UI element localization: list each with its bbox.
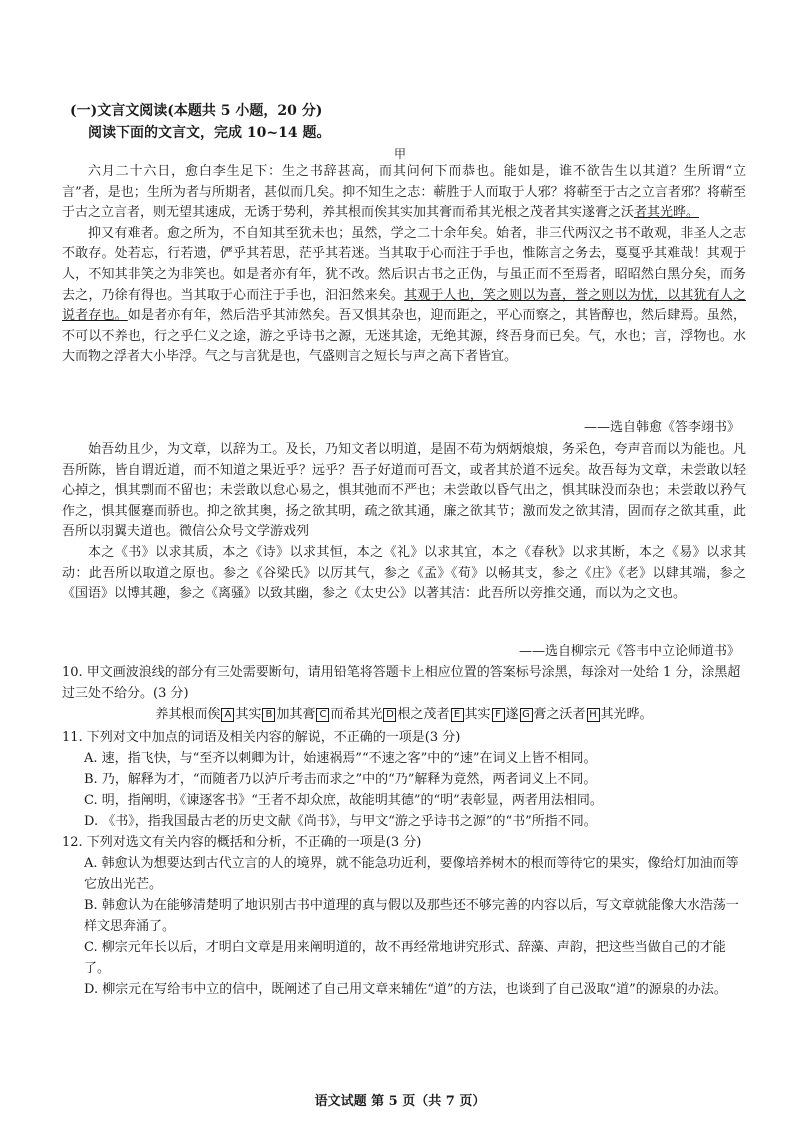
passage-b xyxy=(62,440,746,605)
question-10 xyxy=(62,662,746,725)
question-11-option-a[interactable]: A. 速，指飞快，与“至齐以刺卿为计，始速祸焉”“不速之客”中的“速”在词义上皆不相同。 xyxy=(84,751,597,766)
sentence-part: 其光晔。 xyxy=(600,707,653,722)
passage-a-paragraph-1 xyxy=(62,162,746,224)
question-11-stem: 11. 下列对文中加点的词语及相关内容的解说，不正确的一项是(3 分) xyxy=(62,730,461,745)
break-box-c[interactable]: C xyxy=(316,708,329,722)
sentence-part: 其实 xyxy=(235,707,262,722)
underlined-sentence: 其观于人也，笑之则以为喜，誉之则以为忧，以其犹有人之说者存也。 xyxy=(62,287,746,324)
question-10-answer-line xyxy=(62,704,746,725)
page-footer: 语文试题 第 5 页（共 7 页） xyxy=(314,1094,486,1109)
passage-b-text: 始吾幼且少，为文章，以辞为工。及长，乃知文者以明道，是固不苟为炳炳烺烺，务采色，夸声音而以为能也。凡吾所陈，皆自谓近道，而不知道之果近乎？远乎？吾子好道而可吾文，或者其於道不远矣。故吾每为文章，未尝敢以轻心掉之，惧其剽而不留也；未尝敢以怠心易之，惧其弛而不严也；未尝敢以昏气出之，惧其昧没而杂也；未尝敢以矜气作之，惧其偃蹇而骄也。抑之欲其奥，扬之欲其明，疏之欲其通，廉之欲其节；激而发之欲其清，固而存之欲其重，此吾所以羽翼夫道也。 xyxy=(62,442,746,540)
passage-a xyxy=(62,162,746,368)
question-12-option-a[interactable]: A. 韩愈认为想要达到古代立言的人的境界，就不能急功近利，要像培养树木的根而等待它的果实，像给灯加油而等它放出光芒。 xyxy=(84,856,739,892)
section-title: (一)文言文阅读(本题共 5 小题，20 分) xyxy=(70,103,323,119)
passage-a-text: 如是者亦有年，然后浩乎其沛然矣。吾又惧其杂也，迎而距之，平心而察之，其皆醇也，然后肆焉。虽然，不可以不养也，行之乎仁义之途，游之乎诗书之源，无迷其途，无绝其源，终吾身而已矣。气，水也；言，浮物也。水大而物之浮者大小毕浮。气之与言犹是也，气盛则言之短长与声之高下者皆宜。 xyxy=(62,308,746,365)
passage-a-text: 抑又有难者。愈之所为，不自知其至犹未也；虽然，学之二十余年矣。始者，非三代两汉之书不敢观，非圣人之志不敢存。处若忘，行若遗，俨乎其若思，茫乎其若迷。当其取于心而注于手也，惟陈言之务去，戛戛乎其难哉！其观于人，不知其非笑之为非笑也。如是者亦有年，犹不改。然后识古书之正伪，与虽正而不至焉者，昭昭然白黑分矣，而务去之，乃徐有得也。当其取于心而注于手也，汩汩然来矣。 xyxy=(62,225,746,303)
question-12-option-b[interactable]: B. 韩愈认为在能够清楚明了地识别古书中道理的真与假以及那些还不够完善的内容以后，写文章就能像大水浩荡一样文思奔涌了。 xyxy=(84,898,739,934)
break-box-a[interactable]: A xyxy=(221,708,234,722)
sentence-part: 其实 xyxy=(464,707,491,722)
passage-b-source: ——选自柳宗元《答韦中立论师道书》 xyxy=(518,644,740,659)
break-box-b[interactable]: B xyxy=(262,708,275,722)
sentence-part: 而希其光 xyxy=(330,707,383,722)
passage-b-paragraph-1 xyxy=(62,440,746,543)
question-11 xyxy=(62,727,746,832)
sentence-part: 根之茂者 xyxy=(397,707,450,722)
section-instruction: 阅读下面的文言文，完成 10~14 题。 xyxy=(88,125,331,141)
question-12-option-c[interactable]: C. 柳宗元年长以后，才明白文章是用来阐明道的，故不再经常地讲究形式、辞藻、声韵，把这些当做自己的才能了。 xyxy=(84,940,726,976)
sentence-part: 遂 xyxy=(505,707,519,722)
question-11-option-d[interactable]: D. 《书》，指我国最古老的历史文献《尚书》，与甲文“游之乎诗书之源”的“书”所指不同。 xyxy=(84,814,597,829)
passage-a-source: ——选自韩愈《答李翊书》 xyxy=(583,420,740,435)
break-box-h[interactable]: H xyxy=(587,708,600,722)
question-12 xyxy=(62,832,746,1000)
question-12-option-d[interactable]: D. 柳宗元在写给韦中立的信中，既阐述了自己用文章来辅佐“道”的方法，也谈到了自己汲取“道”的源泉的办法。 xyxy=(84,982,727,997)
passage-b-text: 本之《书》以求其质，本之《诗》以求其恒，本之《礼》以求其宜，本之《春秋》以求其断，本之《易》以求其动：此吾所以取道之原也。参之《谷梁氏》以厉其气，参之《孟》《荀》以畅其支，参之《庄》《老》以肆其端，参之《国语》以博其趣，参之《离骚》以致其幽，参之《太史公》以著其洁：此吾所以旁推交通，而以为之文也。 xyxy=(62,544,746,602)
question-11-option-b[interactable]: B. 乃，解释为才，“而随者乃以泸斤考击而求之”中的“乃”解释为竟然，两者词义上不同。 xyxy=(84,772,597,787)
question-12-stem: 12. 下列对选文有关内容的概括和分析，不正确的一项是(3 分) xyxy=(62,835,422,850)
passage-a-label: 甲 xyxy=(393,147,406,161)
break-box-e[interactable]: E xyxy=(451,708,464,722)
break-box-g[interactable]: G xyxy=(520,708,533,722)
sentence-part: 加其膏 xyxy=(276,707,316,722)
passage-a-text: 六月二十六日，愈白李生足下：生之书辞甚高，而其问何下而恭也。能如是，谁不欲告生以其道？生所谓“立言”者，是也；生所为者与所期者，甚似而几矣。抑不知生之志：蕲胜于人而取于人邪？将蕲至于古之立言者邪？将蕲至于古之立言者，则无望其速成，无诱于势利，养其根而俟其实加其膏而希其光根之茂者其实遂膏之沃 xyxy=(62,164,746,221)
break-box-d[interactable]: D xyxy=(383,708,396,722)
question-11-option-c[interactable]: C. 明，指阐明，《谏逐客书》“王者不却众庶，故能明其德”的“明”表彰显，两者用法相同。 xyxy=(84,793,603,808)
passage-a-paragraph-2 xyxy=(62,224,746,368)
sentence-part: 膏之沃者 xyxy=(533,707,586,722)
question-10-stem: 10. 甲文画波浪线的部分有三处需要断句，请用铅笔将答题卡上相应位置的答案标号涂黑，每涂对一处给 1 分，涂黑超过三处不给分。(3 分) xyxy=(62,665,741,701)
passage-b-paragraph-2 xyxy=(62,543,746,605)
passage-b-watermark-text: 微信公众号文学游戏列 xyxy=(179,524,310,540)
break-box-f[interactable]: F xyxy=(492,708,505,722)
sentence-part: 养其根而俟 xyxy=(155,707,221,722)
wavy-underlined-text: 者其光晔。 xyxy=(634,205,700,221)
